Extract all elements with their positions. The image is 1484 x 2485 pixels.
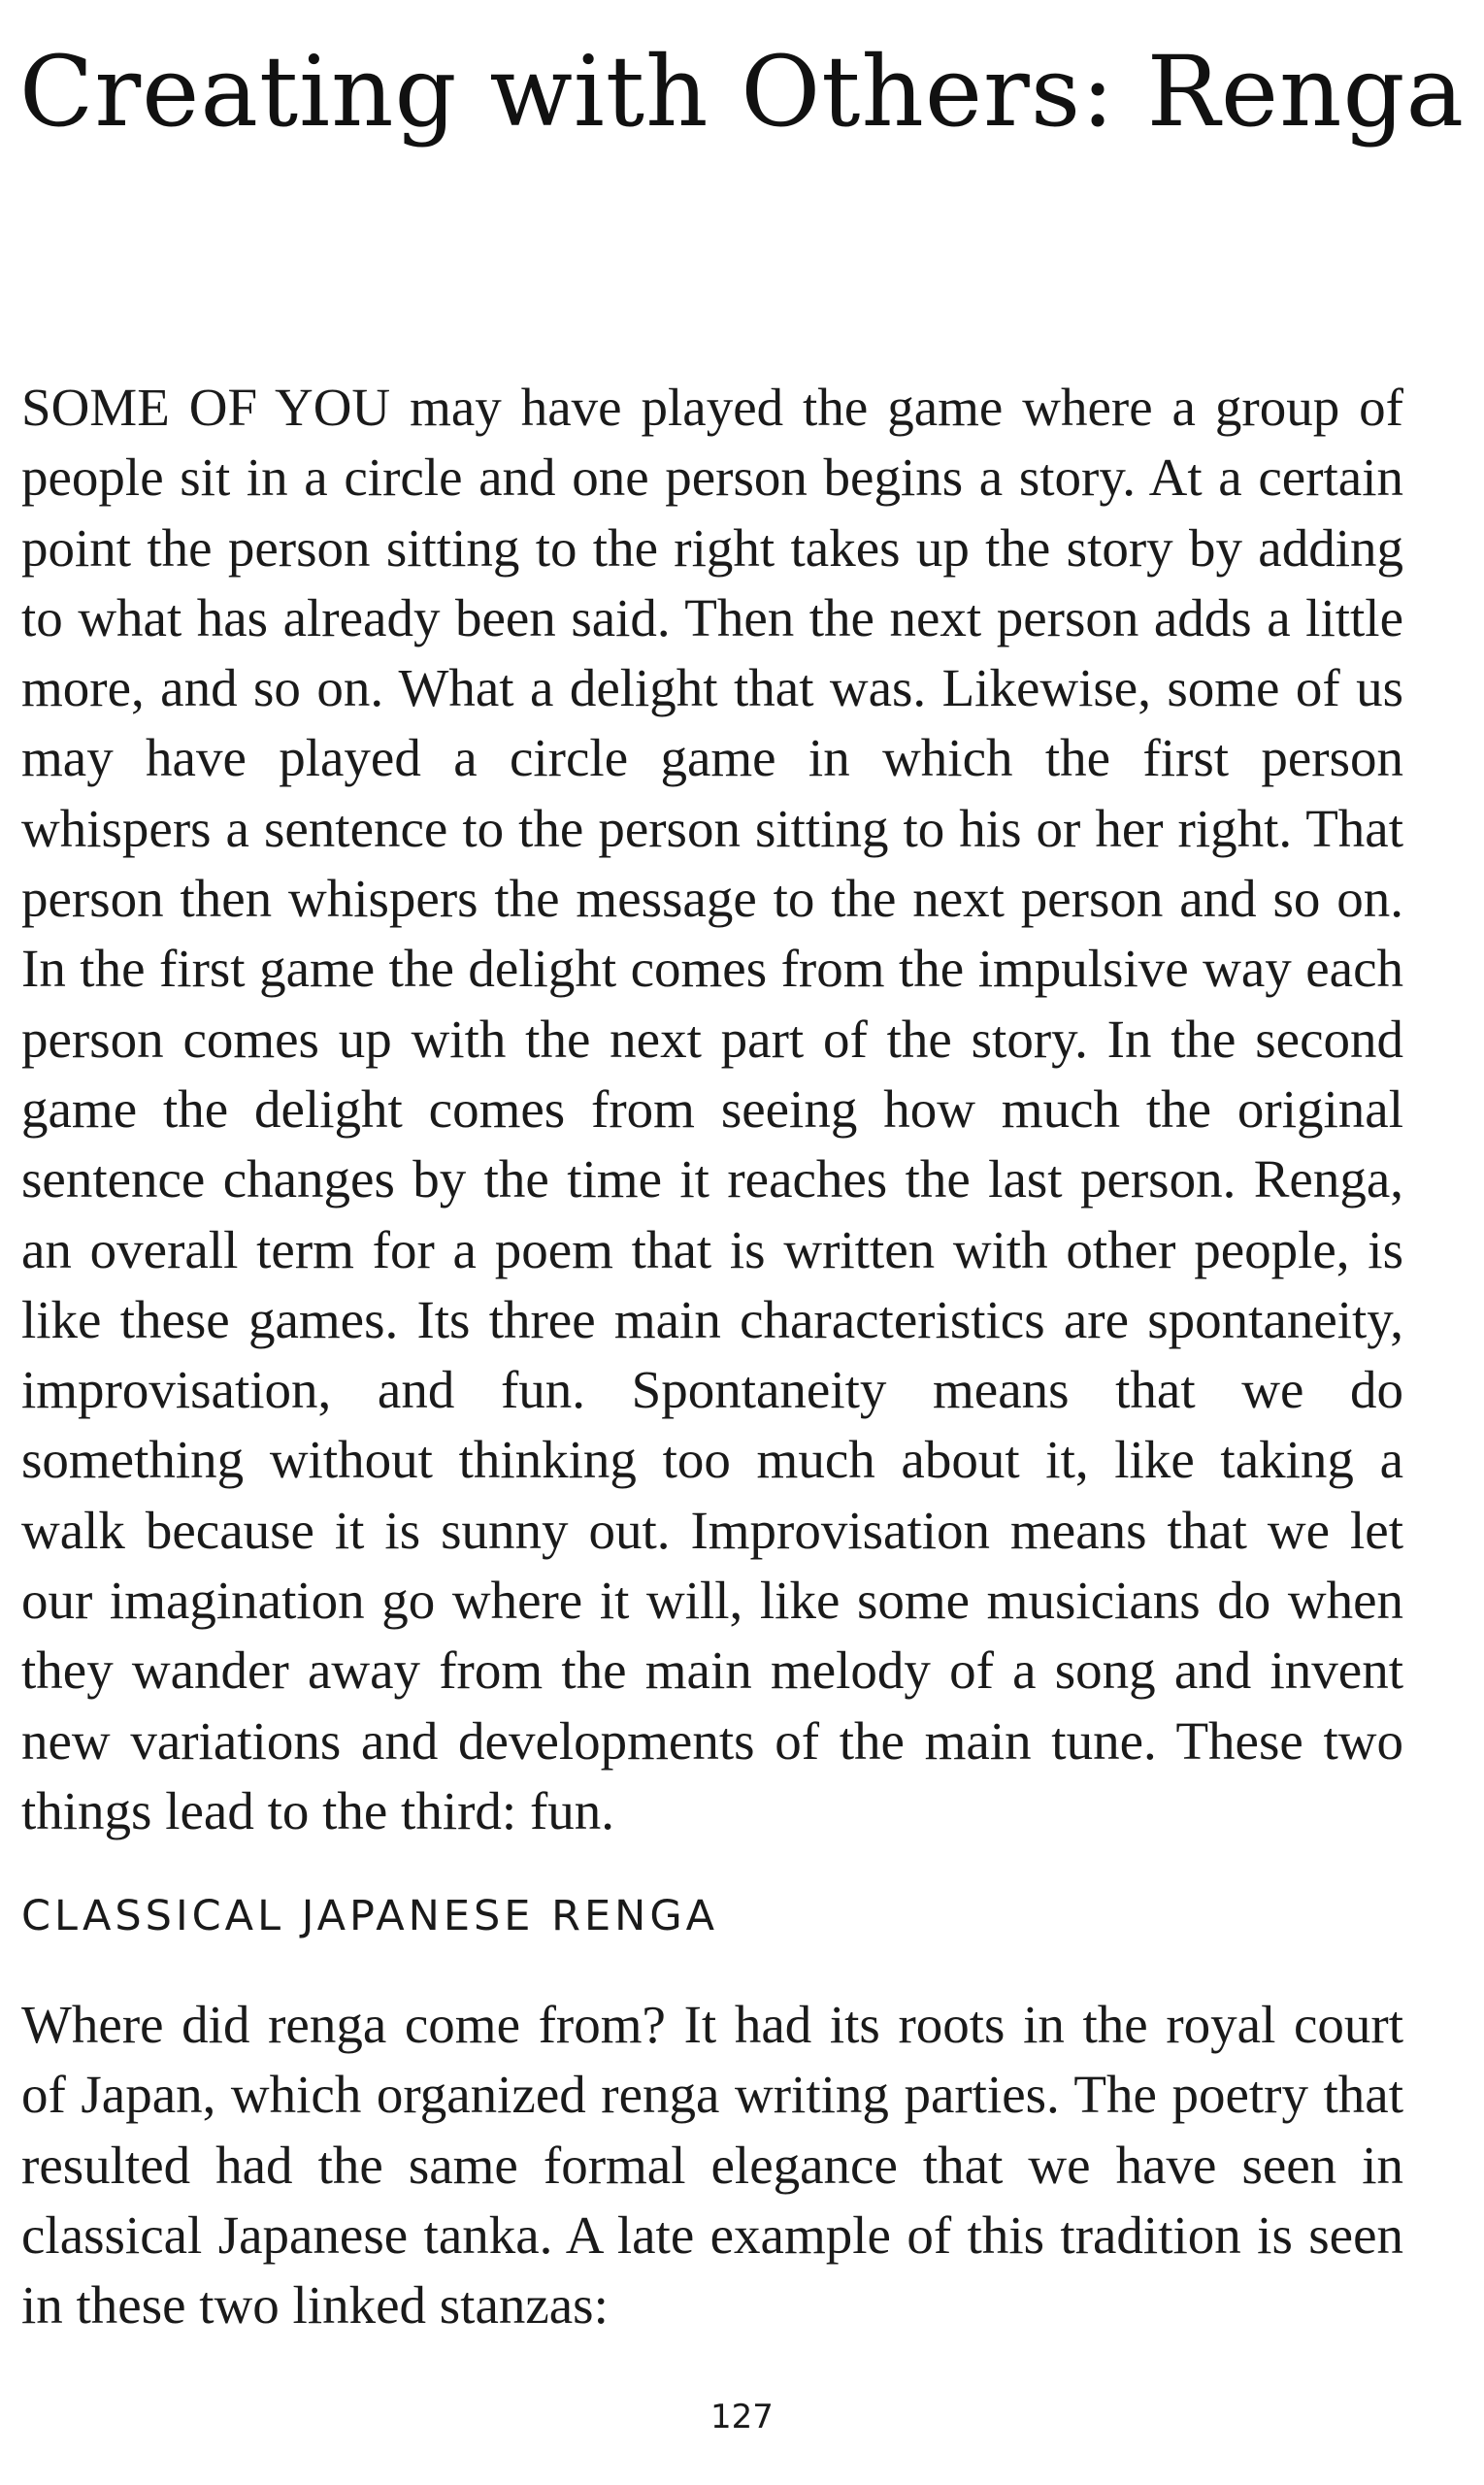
section-paragraph: Where did renga come from? It had its roots in the royal court of Japan, which organized renga writing parties. The poetry that resulted had the same formal elegance that we have seen in classical Japanese tanka. A late example of this tradition is seen in these two linked stanzas:	[21, 1995, 1403, 2336]
paragraph-lead-in: SOME OF YOU	[21, 378, 391, 437]
paragraph-text: may have played the game where a group of people sit in a circle and one person begins a story. At a certain point the person sitting to the right takes up the story by adding to what has already been said. Then the next person adds a little more, and so on. What a delight that was. Likewise, some of us may have played a circle game in which the first person whispers a sentence to the person sitting to his or her right. That person then whispers the message to the next person and so on. In the first game the delight comes from the impulsive way each person comes up with the next part of the story. In the second game the delight comes from seeing how much the original sentence changes by the time it reaches the last person. Renga, an overall term for a poem that is written with other people, is like these games. Its three main characteristics are spontaneity, improvisation, and fun. Spontaneity means that we do something without thinking too much about it, like taking a walk because it is sunny out. Improvisation means that we let our imagination go where it will, like some musicians do when they wander away from the main melody of a song and invent new variations and developments of the main tune. These two things lead to the third: fun.	[21, 378, 1403, 1840]
intro-paragraph	[21, 373, 1403, 1846]
chapter-title: Creating with Others: Renga	[18, 35, 1466, 149]
section-heading: CLASSICAL JAPANESE RENGA	[21, 1892, 719, 1940]
page-number: 127	[710, 2398, 774, 2436]
